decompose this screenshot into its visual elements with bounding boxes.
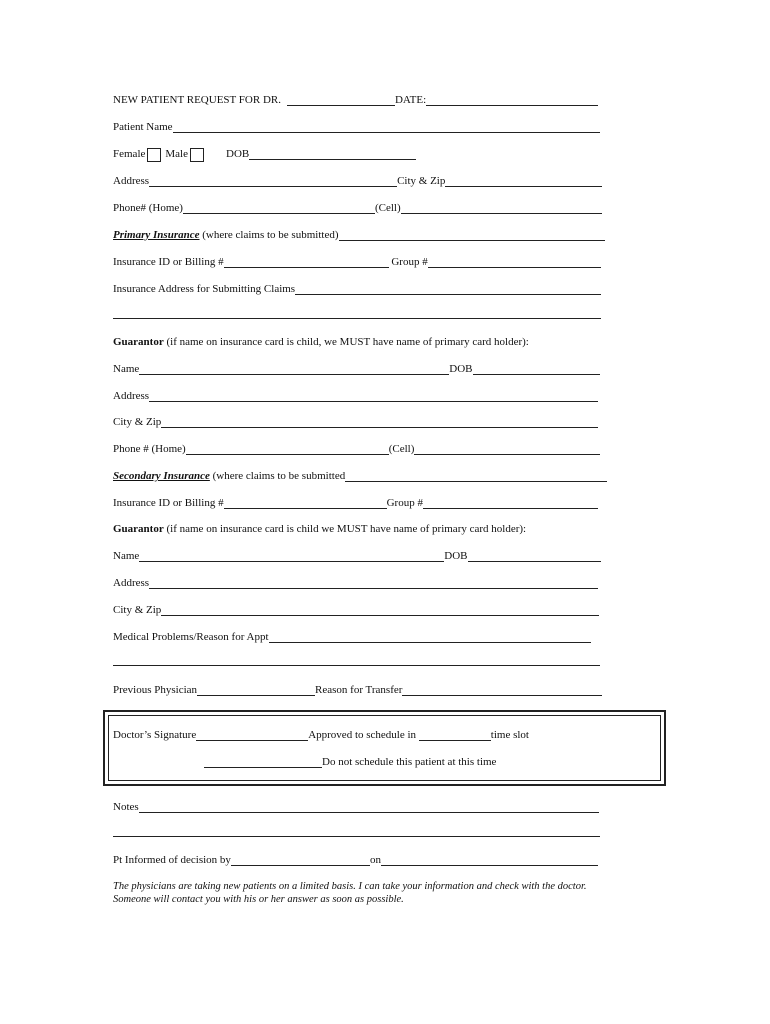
primary-group-field[interactable]: [428, 256, 601, 268]
guarantor2-address-field[interactable]: [149, 577, 598, 589]
city-zip-label: City & Zip: [397, 175, 446, 187]
primary-insurance-id-label: Insurance ID or Billing #: [113, 256, 224, 268]
patient-name-field[interactable]: [173, 121, 600, 133]
reason-transfer-field[interactable]: [402, 684, 602, 696]
disclaimer: [113, 880, 653, 906]
notes-field[interactable]: [139, 801, 599, 813]
guarantor-dob-field[interactable]: [473, 363, 601, 375]
approved-label: Approved to schedule in: [308, 729, 419, 741]
doctor-signature-row: [113, 728, 543, 742]
phone-home-label: Phone# (Home): [113, 202, 183, 214]
guarantor-heading-row: [113, 335, 613, 349]
notes-label: Notes: [113, 801, 139, 813]
disclaimer-line-1: The physicians are taking new patients on a limited basis. I can take your information and check with the doctor.: [113, 881, 587, 892]
guarantor2-dob-field[interactable]: [468, 550, 602, 562]
address-row: [113, 174, 602, 188]
cell-label: (Cell): [374, 202, 401, 214]
date-field[interactable]: [426, 94, 598, 106]
insurance-address-label: Insurance Address for Submitting Claims: [113, 283, 296, 295]
pt-informed-date-field[interactable]: [381, 854, 598, 866]
form-header: [113, 93, 598, 107]
address-label: Address: [113, 175, 150, 187]
insurance-address-line-2[interactable]: [113, 318, 601, 319]
do-not-schedule-field[interactable]: [204, 756, 322, 768]
guarantor2-address-label: Address: [113, 577, 150, 589]
secondary-insurance-id-field[interactable]: [224, 497, 387, 509]
medical-problems-label: Medical Problems/Reason for Appt: [113, 631, 269, 643]
guarantor-note: (if name on insurance card is child, we MUST have name of primary card holder):: [163, 336, 529, 348]
secondary-insurance-field[interactable]: [345, 470, 607, 482]
primary-insurance-row: [113, 228, 605, 242]
guarantor2-name-label: Name: [113, 550, 140, 562]
previous-physician-label: Previous Physician: [113, 684, 198, 696]
primary-insurance-field[interactable]: [339, 229, 606, 241]
female-label: Female: [113, 148, 146, 160]
medical-problems-row: [113, 630, 591, 644]
on-label: on: [369, 854, 381, 866]
doctor-signature-label: Doctor’s Signature: [113, 729, 197, 741]
notes-row: [113, 800, 599, 814]
guarantor-name-field[interactable]: [139, 363, 449, 375]
previous-physician-field[interactable]: [197, 684, 315, 696]
guarantor2-heading: Guarantor: [113, 523, 164, 535]
secondary-insurance-id-row: [113, 496, 598, 510]
insurance-address-row: [113, 282, 601, 296]
city-zip-field[interactable]: [445, 175, 602, 187]
primary-group-label: Group #: [388, 256, 428, 268]
guarantor2-city-row: [113, 603, 599, 617]
address-field[interactable]: [149, 175, 397, 187]
phone-row: [113, 201, 602, 215]
guarantor2-city-zip-label: City & Zip: [113, 604, 162, 616]
secondary-group-label: Group #: [386, 497, 423, 509]
secondary-group-field[interactable]: [423, 497, 598, 509]
disclaimer-line-2: Someone will contact you with his or her answer as soon as possible.: [113, 894, 404, 905]
guarantor-cell-field[interactable]: [414, 443, 600, 455]
primary-insurance-heading: Primary Insurance: [113, 229, 200, 241]
guarantor2-name-field[interactable]: [139, 550, 444, 562]
phone-home-field[interactable]: [183, 202, 375, 214]
guarantor-address-label: Address: [113, 390, 150, 402]
guarantor-city-zip-field[interactable]: [161, 416, 598, 428]
secondary-insurance-note: (where claims to be submitted: [209, 470, 346, 482]
guarantor-address-row: [113, 389, 598, 403]
male-checkbox[interactable]: [190, 148, 204, 162]
insurance-address-field[interactable]: [295, 283, 601, 295]
do-not-schedule-row: [204, 755, 524, 769]
guarantor2-address-row: [113, 576, 598, 590]
form-title: NEW PATIENT REQUEST FOR DR.: [113, 94, 281, 106]
pt-informed-label: Pt Informed of decision by: [113, 854, 231, 866]
primary-insurance-id-row: [113, 255, 601, 269]
doctor-decision-box: [103, 710, 666, 786]
guarantor-phone-home-field[interactable]: [186, 443, 389, 455]
medical-problems-field[interactable]: [269, 631, 591, 643]
guarantor2-name-row: [113, 549, 601, 563]
secondary-insurance-id-label: Insurance ID or Billing #: [113, 497, 224, 509]
notes-line-2[interactable]: [113, 836, 600, 837]
time-slot-label: time slot: [490, 729, 529, 741]
secondary-insurance-row: [113, 469, 607, 483]
do-not-schedule-label: Do not schedule this patient at this time: [322, 756, 497, 768]
patient-name-row: [113, 120, 600, 134]
primary-insurance-id-field[interactable]: [224, 256, 389, 268]
medical-problems-line-2[interactable]: [113, 665, 600, 666]
guarantor-city-row: [113, 415, 598, 429]
guarantor-name-row: [113, 362, 600, 376]
dob-field[interactable]: [249, 148, 416, 160]
male-label: Male: [165, 148, 188, 160]
patient-name-label: Patient Name: [113, 121, 173, 133]
doctor-decision-box-inner: [108, 715, 661, 781]
date-label: DATE:: [394, 94, 427, 106]
guarantor-city-zip-label: City & Zip: [113, 416, 162, 428]
guarantor-cell-label: (Cell): [388, 443, 415, 455]
pt-informed-row: [113, 853, 598, 867]
guarantor-name-label: Name: [113, 363, 140, 375]
guarantor2-note: (if name on insurance card is child we MUST have name of primary card holder):: [163, 523, 527, 535]
guarantor-dob-label: DOB: [449, 363, 473, 375]
primary-insurance-note: (where claims to be submitted): [199, 229, 339, 241]
previous-physician-row: [113, 683, 602, 697]
dob-label: DOB: [226, 148, 250, 160]
pt-informed-by-field[interactable]: [231, 854, 370, 866]
guarantor-phone-row: [113, 442, 600, 456]
gender-dob-row: [113, 147, 416, 161]
secondary-insurance-heading: Secondary Insurance: [113, 470, 210, 482]
guarantor2-city-zip-field[interactable]: [161, 604, 599, 616]
guarantor-phone-home-label: Phone # (Home): [113, 443, 186, 455]
reason-transfer-label: Reason for Transfer: [315, 684, 403, 696]
guarantor-heading: Guarantor: [113, 336, 164, 348]
cell-field[interactable]: [401, 202, 602, 214]
doctor-name-field[interactable]: [287, 94, 395, 106]
doctor-signature-field[interactable]: [196, 729, 308, 741]
guarantor2-dob-label: DOB: [444, 550, 468, 562]
guarantor2-heading-row: [113, 522, 613, 536]
female-checkbox[interactable]: [147, 148, 161, 162]
time-slot-field[interactable]: [419, 729, 491, 741]
guarantor-address-field[interactable]: [149, 390, 598, 402]
